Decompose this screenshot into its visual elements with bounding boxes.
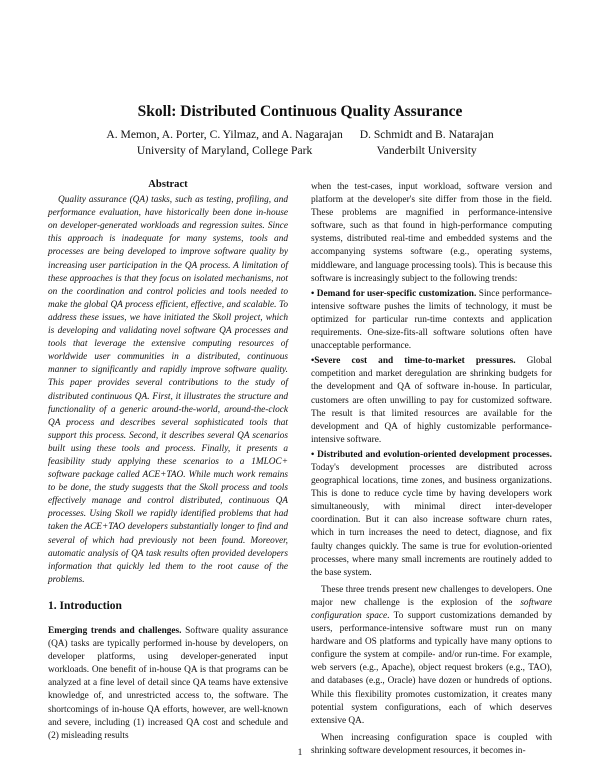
bullet-text: Today's development processes are distributed across geographical locations, time zones, and business organizations. This is done to reduce cycle time by having developers work simultaneously, with minimal direct inter-developer coordination. But it can also increase software churn rates, which in turn increases the need to detect, diagnose, and fix faulty changes quickly. The same is true for evolution-oriented processes, where many small increments are routinely added to the base system. xyxy=(311,462,552,578)
left-column xyxy=(48,178,288,743)
bullet-text: Global competition and market deregulation are shrinking budgets for the development and QA of software in-house. In particular, customers are often unwilling to pay for customized software. The result is that limited resources are available for the development and QA of highly customizable performance-intensive software. xyxy=(311,356,552,445)
author-names: D. Schmidt and B. Natarajan xyxy=(359,128,494,141)
author-affiliation: Vanderbilt University xyxy=(376,144,477,157)
bullet-marker: • xyxy=(311,356,315,367)
author-group-vanderbilt xyxy=(360,127,494,159)
page-number: 1 xyxy=(297,748,303,758)
author-affiliation: University of Maryland, College Park xyxy=(136,144,313,157)
closing-paragraph: When increasing configuration space is coupled with shrinking software development resources, it becomes in- xyxy=(311,732,552,756)
paragraph-text: These three trends present new challenges to developers. One major new challenge is the explosion of the xyxy=(311,584,552,608)
bullet-marker: • xyxy=(311,288,315,299)
bullet-cost-pressure xyxy=(311,355,552,447)
emphasized-term: software configuration space xyxy=(311,597,552,621)
bullet-customization xyxy=(311,288,552,353)
bullet-distributed-development xyxy=(311,449,552,580)
abstract-text: Quality assurance (QA) tasks, such as testing, profiling, and performance evaluation, have historically been done in-house on developer-generated workloads and regression suites. Since this approach is inadequate for many systems, tools and processes are being developed to improve software quality by increasing user participation in the QA process. A limitation of these approaches is that they focus on isolated mechanisms, not on the coordination and control policies and tools needed to make the global QA process efficient, effective, and scalable. To address these issues, we have initiated the Skoll project, which is developing and validating novel software QA processes and tools that leverage the extensive computing resources of worldwide user communities in a distributed, continuous manner to significantly and rapidly improve software quality. This paper provides several contributions to the study of distributed continuous QA. First, it illustrates the structure and functionality of a generic around-the-world, around-the-clock QA process and describes several sophisticated tools that support this process. Second, it describes several QA scenarios built using these tools and process. Finally, it presents a feasibility study applying these scenarios to a 1MLOC+ software package called ACE+TAO. While much work remains to be done, the study suggests that the Skoll process and tools effectively manage and control distributed, continuous QA processes. Using Skoll we rapidly identified problems that had taken the ACE+TAO developers substantially longer to find and several of which had previously not been found. Moreover, automatic analysis of QA task results often provided developers information that quickly led them to the root cause of the problems. xyxy=(48,195,288,585)
bullet-lead: Distributed and evolution-oriented development processes. xyxy=(317,449,552,460)
paragraph-text: . To support customizations demanded by users, performance-intensive software must run on many hardware and OS platforms and typically have many options to configure the system at compile- and/or run-time. For example, web servers (e.g., Apache), object request brokers (e.g., TAO), and databases (e.g., Oracle) have dozen or hundreds of options. While this flexibility promotes customization, it creates many potential system configurations, each of which deserves extensive QA. xyxy=(311,611,552,726)
introduction-lead: Emerging trends and challenges. xyxy=(48,626,182,636)
introduction-text: Software quality assurance (QA) tasks are typically performed in-house by developers, on developer platforms, using developer-generated input workloads. One benefit of in-house QA is that programs can be analyzed at a fine level of detail since QA teams have extensive knowledge of, and unrestricted access to, the software. The shortcomings of in-house QA efforts, however, are well-known and severe, including (1) increased QA cost and schedule and (2) misleading results xyxy=(48,626,288,741)
author-block xyxy=(0,127,600,159)
bullet-text: Since performance-intensive software pushes the limits of technology, it must be optimized for particular run-time contexts and application requirements. One-size-fits-all software solutions often have unacceptable performance. xyxy=(311,288,553,352)
author-names: A. Memon, A. Porter, C. Yilmaz, and A. Nagarajan xyxy=(106,128,343,141)
introduction-paragraph xyxy=(48,625,288,743)
bullet-marker: • xyxy=(311,449,315,460)
abstract-heading: Abstract xyxy=(148,179,188,190)
right-column xyxy=(311,181,552,758)
bullet-lead: Demand for user-specific customization. xyxy=(316,288,477,299)
trends-intro-paragraph: when the test-cases, input workload, software version and platform at the developer's site differ from those in the field. These problems are magnified in performance-intensive software, such as that found in high-performance computing systems, distributed real-time and embedded systems and the accompanying systems software (e.g., operating systems, middleware, and language processing tools). This is because this software is increasingly subject to the following trends: xyxy=(311,182,552,284)
configuration-space-paragraph xyxy=(311,584,552,728)
author-group-maryland xyxy=(106,127,342,159)
introduction-heading: 1. Introduction xyxy=(48,599,122,612)
paper-title: Skoll: Distributed Continuous Quality Assurance xyxy=(137,103,463,120)
bullet-lead: Severe cost and time-to-market pressures. xyxy=(314,356,516,367)
